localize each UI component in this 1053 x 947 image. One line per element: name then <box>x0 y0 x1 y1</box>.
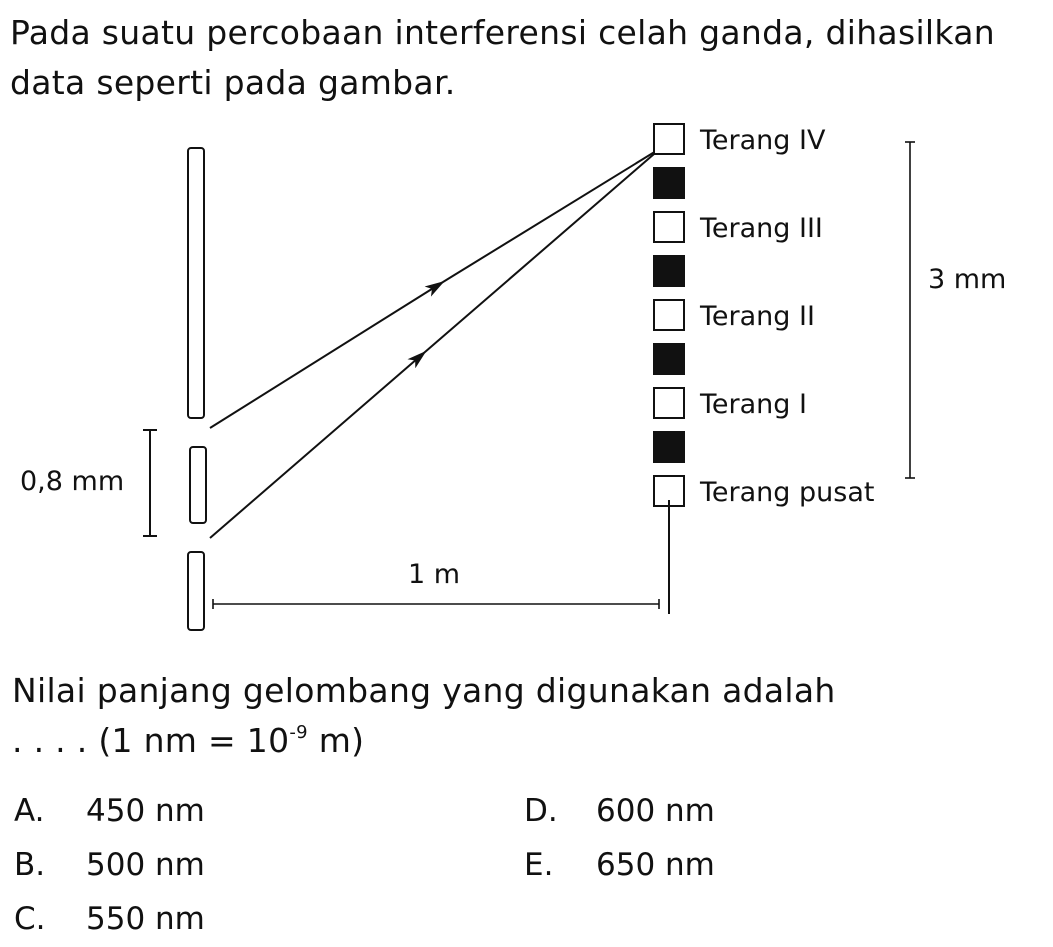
slit-separation-label: 0,8 mm <box>20 466 125 497</box>
fringe-label: Terang II <box>700 301 815 332</box>
fringe-span-line <box>905 142 915 478</box>
dark-fringe <box>654 256 684 286</box>
choice-text: 650 nm <box>596 847 715 883</box>
barrier-top <box>188 148 204 418</box>
choice-c[interactable] <box>14 899 205 939</box>
choice-text: 500 nm <box>86 847 205 883</box>
question-stem-line2 <box>12 716 1012 766</box>
dark-fringe <box>654 168 684 198</box>
fringe-span-label: 3 mm <box>928 264 1007 295</box>
fringe-label: Terang I <box>700 389 807 420</box>
question-stem-exponent: -9 <box>289 722 308 743</box>
barrier-middle <box>190 447 206 523</box>
screen-distance-line <box>213 599 659 609</box>
question-intro: Pada suatu percobaan interferensi celah ganda, dihasilkan data seperti pada gambar. <box>10 13 995 102</box>
bright-fringe <box>654 388 684 418</box>
fringe-label: Terang III <box>700 213 823 244</box>
bright-fringe <box>654 212 684 242</box>
ray-upper-seg2 <box>443 148 661 282</box>
fringe-pattern <box>654 124 874 508</box>
screen-distance-label: 1 m <box>408 559 461 590</box>
question-stem-prefix: . . . . (1 nm = 10 <box>12 721 290 760</box>
bright-fringe <box>654 124 684 154</box>
choice-b[interactable] <box>14 845 205 885</box>
choice-text: 550 nm <box>86 901 205 937</box>
choice-letter: D. <box>524 793 558 829</box>
choice-a[interactable] <box>14 791 205 831</box>
choice-d[interactable] <box>524 791 715 831</box>
choice-letter: A. <box>14 793 45 829</box>
ray-lower-seg2 <box>425 148 661 352</box>
barrier-bottom <box>188 552 204 630</box>
choice-text: 600 nm <box>596 793 715 829</box>
slit-separation-bracket <box>143 430 157 536</box>
question-stem <box>12 666 1012 766</box>
question-stem-line1: Nilai panjang gelombang yang digunakan adalah <box>12 671 836 710</box>
ray-lower-seg1 <box>210 352 425 538</box>
choice-letter: C. <box>14 901 46 937</box>
bright-fringe <box>654 300 684 330</box>
question-stem-suffix: m) <box>307 721 365 760</box>
choice-text: 450 nm <box>86 793 205 829</box>
fringe-label: Terang pusat <box>700 477 875 508</box>
dark-fringe <box>654 432 684 462</box>
choice-e[interactable] <box>524 845 715 885</box>
choice-letter: E. <box>524 847 554 883</box>
ray-upper-seg1 <box>210 282 443 428</box>
fringe-label: Terang IV <box>700 125 826 156</box>
choice-letter: B. <box>14 847 46 883</box>
dark-fringe <box>654 344 684 374</box>
